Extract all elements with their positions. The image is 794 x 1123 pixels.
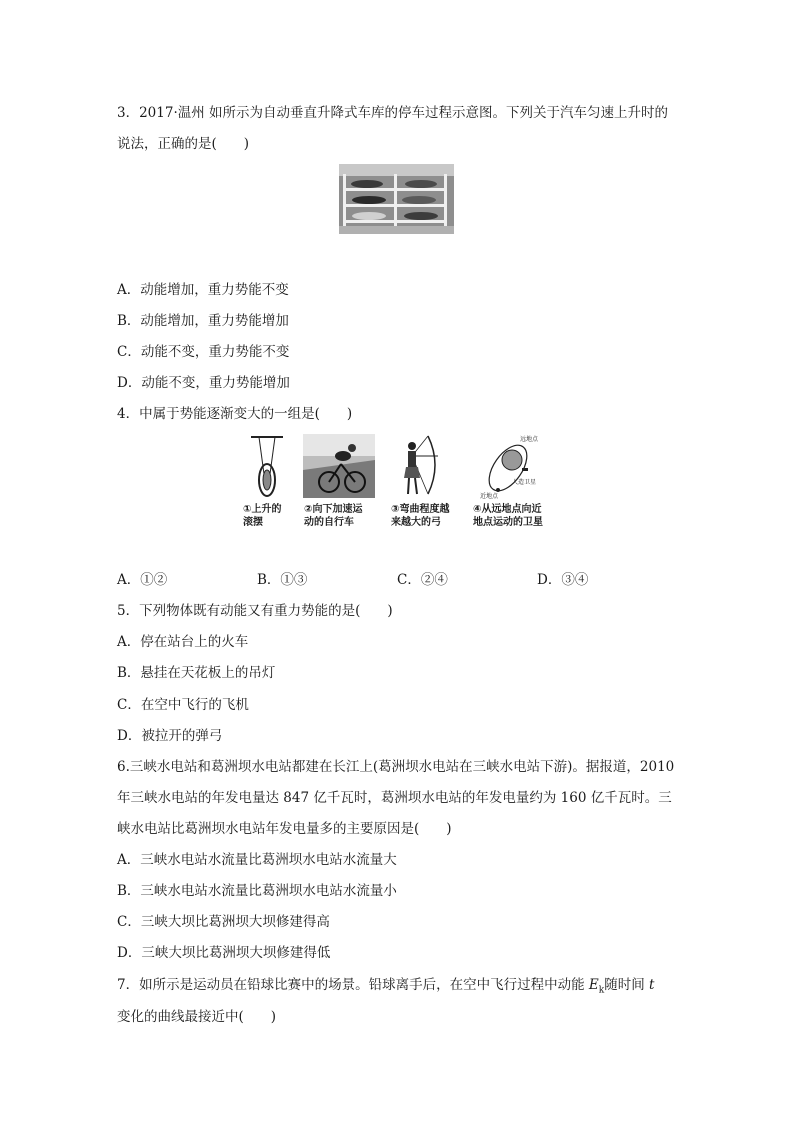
caption-3-line1: ③弯曲程度越 [391, 504, 450, 515]
q3-option-d: D．动能不变，重力势能增加 [117, 375, 290, 391]
q3-option-c: C．动能不变，重力势能不变 [117, 344, 290, 360]
q5-option-a: A．停在站台上的火车 [117, 634, 249, 650]
q6-option-a: A．三峡水电站水流量比葛洲坝水电站水流量大 [117, 852, 397, 868]
q3-stem-line2: 说法，正确的是( ) [117, 136, 250, 152]
q5-option-d: D．被拉开的弹弓 [117, 728, 223, 744]
q6-option-d: D．三峡大坝比葛洲坝大坝修建得低 [117, 945, 331, 961]
caption-1-line1: ①上升的 [243, 504, 282, 515]
q5-stem: 5．下列物体既有动能又有重力势能的是( ) [117, 603, 393, 619]
q6-stem-line1: 6.三峡水电站和葛洲坝水电站都建在长江上(葛洲坝水电站在三峡水电站下游)。据报道，2010 [117, 759, 675, 775]
caption-2-line1: ②向下加速运 [304, 504, 363, 515]
q4-option-a: A．①② [117, 572, 168, 588]
caption-4-line2: 地点运动的卫星 [473, 517, 543, 528]
far-point-label: 远地点 [520, 436, 539, 443]
q3-option-b: B．动能增加，重力势能增加 [117, 313, 289, 329]
q6-option-b: B．三峡水电站水流量比葛洲坝水电站水流量小 [117, 883, 397, 899]
q4-option-d: D．③④ [537, 572, 589, 588]
q7-stem-line2: 变化的曲线最接近中( ) [117, 1009, 277, 1025]
q6-stem-line3: 峡水电站比葛洲坝水电站年发电量多的主要原因是( ) [117, 821, 452, 837]
q5-option-b: B．悬挂在天花板上的吊灯 [117, 665, 276, 681]
ek-symbol: E [588, 977, 599, 993]
cyclist-photo [303, 434, 375, 498]
q4-options-row [117, 571, 677, 589]
t-symbol: t [649, 977, 655, 993]
caption-2-line2: 动的自行车 [304, 517, 354, 528]
maxwell-wheel-figure [247, 434, 287, 499]
q3-stem-line1: 3．2017·温州 如所示为自动垂直升降式车库的停车过程示意图。下列关于汽车匀速上升时的 [117, 105, 669, 121]
archer-figure [398, 432, 440, 498]
q4-option-c: C．②④ [397, 572, 448, 588]
garage-figure [339, 164, 454, 234]
caption-1-line2: 滚摆 [243, 517, 263, 528]
ek-subscript: k [598, 985, 605, 996]
q7-stem-line1 [117, 976, 654, 1000]
q6-stem-line2: 年三峡水电站的年发电量达 847 亿千瓦时，葛洲坝水电站的年发电量约为 160 亿千瓦时。三 [117, 790, 672, 806]
q5-option-c: C．在空中飞行的飞机 [117, 697, 249, 713]
q6-option-c: C．三峡大坝比葛洲坝大坝修建得高 [117, 914, 330, 930]
caption-3-line2: 来越大的弓 [391, 517, 441, 528]
caption-4-line1: ④从远地点向近 [473, 504, 542, 515]
q4-stem: 4．中属于势能逐渐变大的一组是( ) [117, 406, 353, 422]
near-point-label: 近地点 [480, 493, 499, 500]
q4-option-b: B．①③ [257, 572, 308, 588]
q3-option-a: A．动能增加，重力势能不变 [117, 282, 289, 298]
satellite-label: 人造卫星 [512, 479, 537, 486]
q7-text-part2: 随时间 [604, 977, 650, 993]
q7-text-part1: 7．如所示是运动员在铅球比赛中的场景。铅球离手后，在空中飞行过程中动能 [117, 977, 589, 993]
